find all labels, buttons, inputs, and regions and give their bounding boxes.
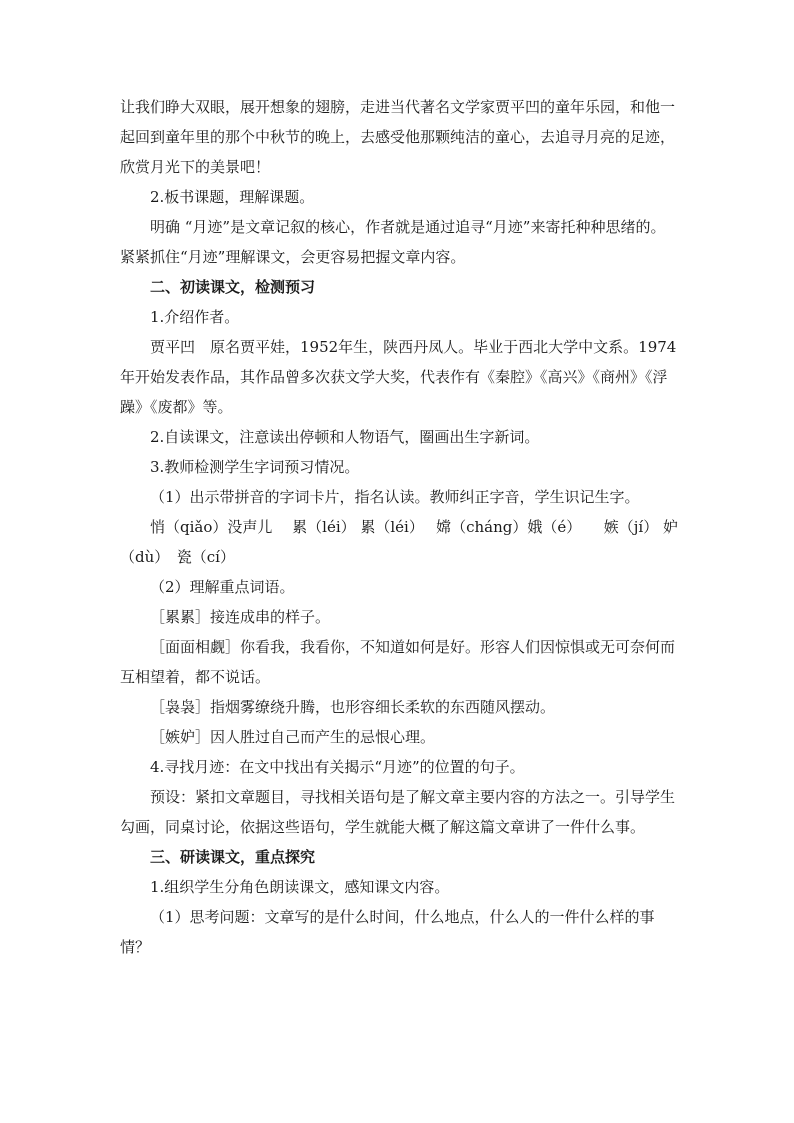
s2-item2: 2.自读课文，注意读出停顿和人物语气，圈画出生字新词。 (150, 428, 540, 446)
intro-paragraph: 让我们睁大双眼，展开想象的翅膀，走进当代著名文学家贾平凹的童年乐园，和他一起回到童年里的那个中秋节的晚上，去感受他那颗纯洁的童心，去追寻月亮的足迹，欣赏月光下的美景吧！ (120, 98, 676, 176)
vocab-definition: 指烟雾缭绕升腾，也形容细长柔软的东西随风摆动。 (210, 698, 556, 716)
s3-item1-sub1: （1）思考问题：文章写的是什么时间，什么地点，什么人的一件什么样的事情？ (120, 908, 655, 956)
step-2-content: 明确 “月迹”是文章记叙的核心，作者就是通过追寻“月迹”来寄托种种思绪的。紧紧抓住“月迹”理解课文，会更容易把握文章内容。 (120, 218, 666, 266)
s2-item1-content: 贾平凹 原名贾平娃，1952年生，陕西丹凤人。毕业于西北大学中文系。1974年开始发表作品，其作品曾多次获文学大奖，代表作有《秦腔》《高兴》《商州》《浮躁》《废都》等。 (120, 338, 677, 416)
vocab-item (120, 692, 680, 722)
section-3-heading: 三、研读课文，重点探究 (150, 848, 316, 866)
lesson-text (120, 92, 680, 962)
s2-item4-preset: 预设：紧扣文章题目，寻找相关语句是了解文章主要内容的方法之一。引导学生勾画，同桌讨论，依据这些语句，学生就能大概了解这篇文章讲了一件什么事。 (120, 788, 676, 836)
vocab-term: ［袅袅］ (150, 698, 211, 716)
s2-item1-title: 1.介绍作者。 (150, 308, 240, 326)
step-2-title: 2.板书课题，理解课题。 (150, 188, 315, 206)
s2-item4: 4.寻找月迹：在文中找出有关揭示“月迹”的位置的句子。 (150, 758, 525, 776)
pinyin-line: 悄（qiǎo）没声儿 累（léi） 累（léi） 嫦（cháng）娥（é） 嫉（jí） 妒（dù） 瓷（cí） (120, 518, 678, 566)
s2-item3-sub1: （1）出示带拼音的字词卡片，指名认读。教师纠正字音，学生识记生字。 (150, 488, 640, 506)
vocab-definition: 你看我，我看你，不知道如何是好。形容人们因惊惧或无可奈何而互相望着，都不说话。 (120, 638, 676, 686)
vocab-term: ［累累］ (150, 608, 211, 626)
vocab-term: ［面面相觑］ (150, 638, 241, 656)
s2-item3: 3.教师检测学生字词预习情况。 (150, 458, 360, 476)
vocab-definition: 因人胜过自己而产生的忌恨心理。 (210, 728, 436, 746)
section-2-heading: 二、初读课文，检测预习 (150, 278, 316, 296)
vocab-term: ［嫉妒］ (150, 728, 211, 746)
vocab-definition: 接连成串的样子。 (210, 608, 331, 626)
s2-item3-sub2: （2）理解重点词语。 (150, 578, 295, 596)
vocab-item (120, 722, 680, 752)
s3-item1: 1.组织学生分角色朗读课文，感知课文内容。 (150, 878, 450, 896)
vocab-item (120, 602, 680, 632)
vocab-item (120, 632, 680, 692)
